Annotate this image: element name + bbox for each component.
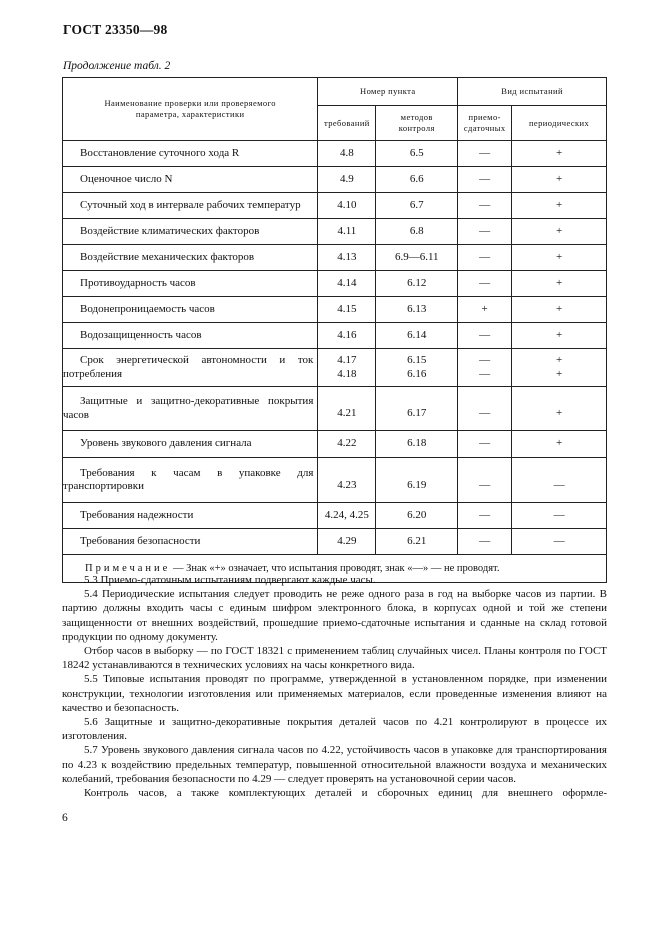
row-req: 4.9 (318, 167, 376, 193)
row-acc: — (458, 387, 512, 431)
row-req: 4.23 (318, 458, 376, 503)
row-name: Водозащищенность часов (63, 323, 318, 349)
row-acc: — (458, 193, 512, 219)
row-per: + (512, 431, 607, 458)
table-row (63, 219, 607, 245)
row-acc: — (458, 431, 512, 458)
row-acc: — (458, 167, 512, 193)
row-meth: 6.6 (376, 167, 458, 193)
row-per: + (512, 167, 607, 193)
row-meth: 6.12 (376, 271, 458, 297)
row-req: 4.13 (318, 245, 376, 271)
table-row (63, 431, 607, 458)
table-row (63, 503, 607, 529)
row-meth: 6.8 (376, 219, 458, 245)
row-acc: — (458, 271, 512, 297)
row-meth: 6.5 (376, 141, 458, 167)
sub-periodic-header: периодических (512, 106, 607, 141)
row-meth: 6.13 (376, 297, 458, 323)
page-number: 6 (62, 812, 68, 824)
col-name-header: Наименование проверки или проверяемого параметра, характеристики (63, 78, 318, 141)
row-per: + (512, 245, 607, 271)
row-name-line2: часов (63, 408, 89, 421)
body-text (62, 573, 607, 800)
row-meth: 6.18 (376, 431, 458, 458)
row-name: Оценочное число N (63, 167, 318, 193)
paragraph-5-4: 5.4 Периодические испытания следует проводить не реже одного раза в год на выборке часов из партии. В партию должны входить часы с единым шифром электронного блока, в корпусах одной и той же степени защищенности от внешних воздействий, прошедшие приемо-сдаточные испытания и сданные на склад готовой продукции по одному документу. (62, 588, 607, 643)
row-per: + (512, 387, 607, 431)
table-row (63, 167, 607, 193)
row-acc-line2: — (479, 367, 491, 380)
row-name: Воздействие механических факторов (63, 245, 318, 271)
row-acc: — (458, 141, 512, 167)
row-req: 4.10 (318, 193, 376, 219)
group-test-header: Вид испытаний (458, 78, 607, 106)
row-name (63, 458, 318, 503)
row-req: 4.29 (318, 529, 376, 555)
table-row (63, 297, 607, 323)
document-code: ГОСТ 23350—98 (63, 22, 168, 37)
row-per: — (512, 503, 607, 529)
row-per: + (512, 297, 607, 323)
row-per: — (512, 529, 607, 555)
row-name: Противоударность часов (63, 271, 318, 297)
row-meth-line2: 6.16 (407, 367, 427, 380)
table-row (63, 193, 607, 219)
row-meth: 6.21 (376, 529, 458, 555)
row-acc (458, 349, 512, 387)
sub-acceptance-header: приемо-сдаточных (458, 106, 512, 141)
row-acc: — (458, 529, 512, 555)
row-name: Восстановление суточного хода R (63, 141, 318, 167)
table-row (63, 271, 607, 297)
row-acc: + (458, 297, 512, 323)
row-per: + (512, 193, 607, 219)
row-meth: 6.19 (376, 458, 458, 503)
table-row (63, 458, 607, 503)
row-meth: 6.14 (376, 323, 458, 349)
row-name: Требования надежности (63, 503, 318, 529)
row-req: 4.8 (318, 141, 376, 167)
row-per: + (512, 271, 607, 297)
row-req: 4.15 (318, 297, 376, 323)
row-per (512, 349, 607, 387)
row-req (318, 349, 376, 387)
sub-methods-header: методов контроля (376, 106, 458, 141)
row-name-line2: потребления (63, 367, 123, 380)
row-req: 4.21 (318, 387, 376, 431)
row-name (63, 349, 318, 387)
test-table (62, 77, 607, 583)
sub-requirements-header: требований (318, 106, 376, 141)
row-per-line2: + (555, 367, 563, 380)
paragraph-control: Контроль часов, а также комплектующих деталей и сборочных единиц для внешнего оформле- (84, 787, 607, 800)
row-req: 4.22 (318, 431, 376, 458)
row-name-line2: транспортировки (63, 480, 144, 492)
row-acc: — (458, 503, 512, 529)
row-name: Воздействие климатических факторов (63, 219, 318, 245)
row-per: + (512, 219, 607, 245)
table-header-row-1 (63, 78, 607, 106)
row-per-line1: + (555, 354, 563, 367)
table-row (63, 387, 607, 431)
row-meth: 6.20 (376, 503, 458, 529)
row-per: + (512, 141, 607, 167)
row-acc-line1: — (479, 354, 491, 367)
paragraph-sampling: Отбор часов в выборку — по ГОСТ 18321 с применением таблиц случайных чисел. Планы контроля по ГОСТ 18242 устанавливаются в технических условиях на часы конкретного вида. (62, 645, 607, 672)
row-name (63, 387, 318, 431)
paragraph-5-6: 5.6 Защитные и защитно-декоративные покрытия деталей часов по 4.21 контролируют в процессе их изготовления. (62, 716, 607, 743)
row-meth (376, 349, 458, 387)
row-name: Уровень звукового давления сигнала (63, 431, 318, 458)
row-acc: — (458, 245, 512, 271)
row-req: 4.24, 4.25 (318, 503, 376, 529)
table-row (63, 349, 607, 387)
row-name: Суточный ход в интервале рабочих температур (63, 193, 318, 219)
row-req-line2: 4.18 (337, 367, 357, 380)
row-meth: 6.7 (376, 193, 458, 219)
note-label: Примечание (85, 563, 171, 574)
table-row (63, 323, 607, 349)
row-meth: 6.9—6.11 (376, 245, 458, 271)
row-name-line1: Защитные и защитно-декоративные покрытия (80, 395, 314, 408)
group-clause-header: Номер пункта (318, 78, 458, 106)
row-name-line1: Требования к часам в упаковке для (80, 466, 314, 479)
row-meth-line1: 6.15 (407, 354, 427, 367)
row-name: Требования безопасности (63, 529, 318, 555)
row-name-line1: Срок энергетической автономности и ток (80, 354, 314, 367)
row-req: 4.16 (318, 323, 376, 349)
row-meth: 6.17 (376, 387, 458, 431)
paragraph-5-5: 5.5 Типовые испытания проводят по программе, утвержденной в установленном порядке, при изменении конструкции, технологии изготовления или применяемых материалов, если проведенные изменения влияют на качество и безопасность. (62, 673, 607, 714)
row-name: Водонепроницаемость часов (63, 297, 318, 323)
row-per: + (512, 323, 607, 349)
row-req: 4.14 (318, 271, 376, 297)
row-acc: — (458, 323, 512, 349)
table-row (63, 529, 607, 555)
paragraph-5-3: 5.3 Приемо-сдаточным испытаниям подвергают каждые часы. (84, 574, 376, 586)
note-text: — Знак «+» означает, что испытания проводят, знак «—» — не проводят. (172, 563, 500, 574)
row-req: 4.11 (318, 219, 376, 245)
table-row (63, 245, 607, 271)
row-req-line1: 4.17 (337, 354, 357, 367)
row-acc: — (458, 458, 512, 503)
row-acc: — (458, 219, 512, 245)
row-per: — (512, 458, 607, 503)
table-row (63, 141, 607, 167)
table-continuation-label: Продолжение табл. 2 (63, 60, 171, 72)
paragraph-5-7: 5.7 Уровень звукового давления сигнала часов по 4.22, устойчивость часов в упаковке для транспортирования по 4.23 к воздействию предельных температур, повышенной относительной влажности воздуха и механических колебаний, требования безопасности по 4.29 — следует проверять на установочной серии часов. (62, 744, 607, 785)
